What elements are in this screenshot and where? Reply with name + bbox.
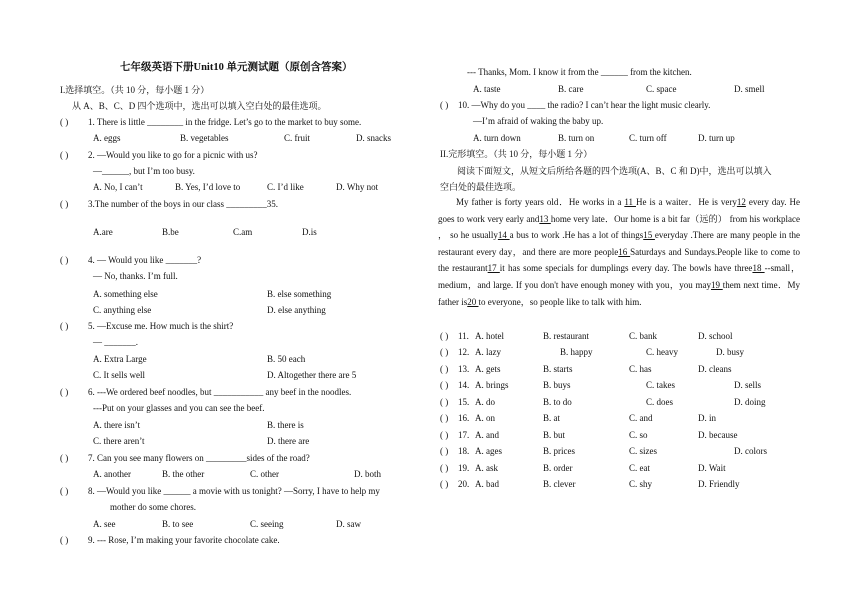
question-stem-line-2: —______, but I’m too busy. <box>93 166 195 176</box>
option-a: A. bad <box>475 479 499 489</box>
option-c: C. It sells well <box>93 370 145 380</box>
question-stem: 3.The number of the boys in our class _________35. <box>88 199 278 209</box>
option-d: D. smell <box>734 84 765 94</box>
question-stem: 1. There is little ________ in the fridge. Let’s go to the market to buy some. <box>88 117 362 127</box>
option-b: B. but <box>543 430 566 440</box>
section-1-heading: I.选择填空。（共 10 分，每小题 1 分） <box>60 85 210 95</box>
answer-bracket[interactable]: ( ) <box>440 380 449 390</box>
question-stem: 8. —Would you like ______ a movie with us tonight? —Sorry, I have to help my <box>88 486 380 496</box>
option-c: C. fruit <box>284 133 310 143</box>
option-d: D. sells <box>734 380 761 390</box>
answer-bracket[interactable]: ( ) <box>60 255 69 265</box>
option-c: C. and <box>629 413 653 423</box>
answer-bracket[interactable]: ( ) <box>440 479 449 489</box>
question-stem-line-2: --- Thanks, Mom. I know it from the ______ from the kitchen. <box>467 67 692 77</box>
option-b: B. starts <box>543 364 573 374</box>
option-a: A. lazy <box>475 347 501 357</box>
answer-bracket[interactable]: ( ) <box>440 331 449 341</box>
section-2-instruction-line-2: 空白处的最佳选项。 <box>440 182 522 192</box>
question-number: 12. <box>458 347 470 357</box>
option-a: A. gets <box>475 364 501 374</box>
option-d: D. school <box>698 331 733 341</box>
question-stem: 4. — Would you like _______? <box>88 255 202 265</box>
option-b: B. the other <box>162 469 205 479</box>
question-number: 11. <box>458 331 469 341</box>
option-a: A. hotel <box>475 331 504 341</box>
question-number: 19. <box>458 463 470 473</box>
blank-15[interactable]: 15 <box>643 230 655 241</box>
question-stem: 6. ---We ordered beef noodles, but ___________ any beef in the noodles. <box>88 387 352 397</box>
option-c: C.am <box>233 227 253 237</box>
question-number: 15. <box>458 397 470 407</box>
option-b: B. turn on <box>558 133 595 143</box>
answer-bracket[interactable]: ( ) <box>60 453 69 463</box>
question-number: 17. <box>458 430 470 440</box>
question-stem: 2. —Would you like to go for a picnic with us? <box>88 150 258 160</box>
answer-bracket[interactable]: ( ) <box>60 321 69 331</box>
blank-19[interactable]: 19 <box>711 279 723 290</box>
option-b: B. vegetables <box>180 133 229 143</box>
question-number: 13. <box>458 364 470 374</box>
option-b: B. restaurant <box>543 331 589 341</box>
option-c: C. I’d like <box>267 182 304 192</box>
option-a: A.are <box>93 227 113 237</box>
question-number: 14. <box>458 380 470 390</box>
blank-12[interactable]: 12 <box>736 197 746 207</box>
option-c: C. sizes <box>629 446 657 456</box>
option-a: A. ages <box>475 446 502 456</box>
blank-18[interactable]: 18 <box>752 263 765 274</box>
option-d: D. busy <box>716 347 745 357</box>
option-a: A. ask <box>475 463 498 473</box>
option-a: A. No, I can’t <box>93 182 143 192</box>
question-stem-line-2: mother do some chores. <box>110 502 196 512</box>
option-b: B. to see <box>162 519 194 529</box>
option-a: A. another <box>93 469 131 479</box>
question-stem-line-2: — _______. <box>93 337 138 347</box>
question-number: 16. <box>458 413 470 423</box>
blank-13[interactable]: 13 <box>539 213 551 224</box>
answer-bracket[interactable]: ( ) <box>60 486 69 496</box>
option-d: D. Altogether there are 5 <box>267 370 357 380</box>
option-c: C. there aren’t <box>93 436 145 446</box>
option-b: B. at <box>543 413 560 423</box>
option-c: C. heavy <box>646 347 678 357</box>
answer-bracket[interactable]: ( ) <box>440 364 449 374</box>
answer-bracket[interactable]: ( ) <box>60 535 69 545</box>
blank-16[interactable]: 16 <box>618 246 631 257</box>
option-c: C. so <box>629 430 648 440</box>
option-d: D. Friendly <box>698 479 740 489</box>
option-d: D. snacks <box>356 133 391 143</box>
option-c: C. does <box>646 397 673 407</box>
blank-20[interactable]: 20 <box>467 296 479 307</box>
option-d: D. in <box>698 413 716 423</box>
section-1-instruction: 从 A、B、C、D 四个选项中，选出可以填入空白处的最佳选项。 <box>72 101 327 111</box>
page-title: 七年级英语下册Unit10 单元测试题（原创含答案） <box>120 62 353 73</box>
blank-11[interactable]: 11 <box>624 197 636 207</box>
option-d: D. else anything <box>267 305 326 315</box>
question-stem: 7. Can you see many flowers on _________sides of the road? <box>88 453 310 463</box>
question-stem: 9. --- Rose, I’m making your favorite chocolate cake. <box>88 535 280 545</box>
option-a: A. taste <box>473 84 501 94</box>
blank-14[interactable]: 14 <box>497 230 510 241</box>
option-b: B. to do <box>543 397 572 407</box>
option-d: D. because <box>698 430 738 440</box>
section-2-heading: II.完形填空。（共 10 分，每小题 1 分） <box>440 149 593 159</box>
option-b: B. there is <box>267 420 304 430</box>
option-b: B. happy <box>560 347 593 357</box>
option-b: B. buys <box>543 380 571 390</box>
option-c: C. space <box>646 84 677 94</box>
option-d: D. Why not <box>336 182 379 192</box>
option-a: A. see <box>93 519 116 529</box>
option-a: A. there isn’t <box>93 420 141 430</box>
answer-bracket[interactable]: ( ) <box>440 100 449 110</box>
option-b: B. prices <box>543 446 575 456</box>
option-b: B. clever <box>543 479 576 489</box>
option-c: C. has <box>629 364 652 374</box>
question-stem: 10. —Why do you ____ the radio? I can’t hear the light music clearly. <box>458 100 711 110</box>
option-d: D. there are <box>267 436 310 446</box>
blank-17[interactable]: 17 <box>487 263 500 274</box>
answer-bracket[interactable]: ( ) <box>440 347 449 357</box>
option-b: B. else something <box>267 289 332 299</box>
answer-bracket[interactable]: ( ) <box>60 117 69 127</box>
option-d: D. doing <box>734 397 766 407</box>
option-c: C. eat <box>629 463 650 473</box>
option-a: A. turn down <box>473 133 521 143</box>
question-stem-line-2: —I’m afraid of waking the baby up. <box>473 116 604 126</box>
answer-bracket[interactable]: ( ) <box>440 413 449 423</box>
answer-bracket[interactable]: ( ) <box>60 199 69 209</box>
option-b: B.be <box>162 227 179 237</box>
option-c: C. anything else <box>93 305 152 315</box>
option-c: C. seeing <box>250 519 284 529</box>
question-stem: 5. —Excuse me. How much is the shirt? <box>88 321 234 331</box>
cloze-passage: My father is forty years old．He works in a 11 He is a waiter．He is very12 every day. He goes to work very early and13 home very late．Our home is a bit far（远的） from his workplace ， so he usually14 a bus to work .He has a lot of things15 everyday .There are many people in the restaurant every day，and there are more people16 Saturdays and Sundays.People like to come to the restaurant17 it has some specials for dumplings every day. The bowls have three18 --small，medium，and large. If you don't have enough money with you，you may19 them next time．My father is20 to everyone，so people like to talk with him. <box>438 197 801 307</box>
option-c: C. shy <box>629 479 653 489</box>
question-stem-line-2: ---Put on your glasses and you can see the beef. <box>93 403 265 413</box>
answer-bracket[interactable]: ( ) <box>60 387 69 397</box>
option-c: C. other <box>250 469 279 479</box>
answer-bracket[interactable]: ( ) <box>60 150 69 160</box>
option-a: A. something else <box>93 289 158 299</box>
option-b: B. order <box>543 463 573 473</box>
option-a: A. and <box>475 430 499 440</box>
option-d: D.is <box>302 227 317 237</box>
option-a: A. on <box>475 413 495 423</box>
option-d: D. saw <box>336 519 361 529</box>
answer-bracket[interactable]: ( ) <box>440 463 449 473</box>
option-a: A. brings <box>475 380 509 390</box>
option-d: D. colors <box>734 446 767 456</box>
option-c: C. bank <box>629 331 657 341</box>
option-c: C. turn off <box>629 133 667 143</box>
option-d: D. turn up <box>698 133 735 143</box>
option-b: B. care <box>558 84 584 94</box>
option-a: A. eggs <box>93 133 121 143</box>
question-number: 18. <box>458 446 470 456</box>
option-d: D. both <box>354 469 381 479</box>
answer-bracket[interactable]: ( ) <box>440 397 449 407</box>
option-c: C. takes <box>646 380 675 390</box>
question-number: 20. <box>458 479 470 489</box>
option-a: A. do <box>475 397 495 407</box>
option-d: D. cleans <box>698 364 732 374</box>
option-a: A. Extra Large <box>93 354 147 364</box>
section-2-instruction: 阅读下面短文，从短文后所给各题的四个选项(A、B、C 和 D)中，选出可以填入 <box>457 166 772 176</box>
answer-bracket[interactable]: ( ) <box>440 430 449 440</box>
option-b: B. 50 each <box>267 354 306 364</box>
question-stem-line-2: — No, thanks. I’m full. <box>93 271 178 281</box>
option-d: D. Wait <box>698 463 726 473</box>
answer-bracket[interactable]: ( ) <box>440 446 449 456</box>
option-b: B. Yes, I’d love to <box>175 182 241 192</box>
